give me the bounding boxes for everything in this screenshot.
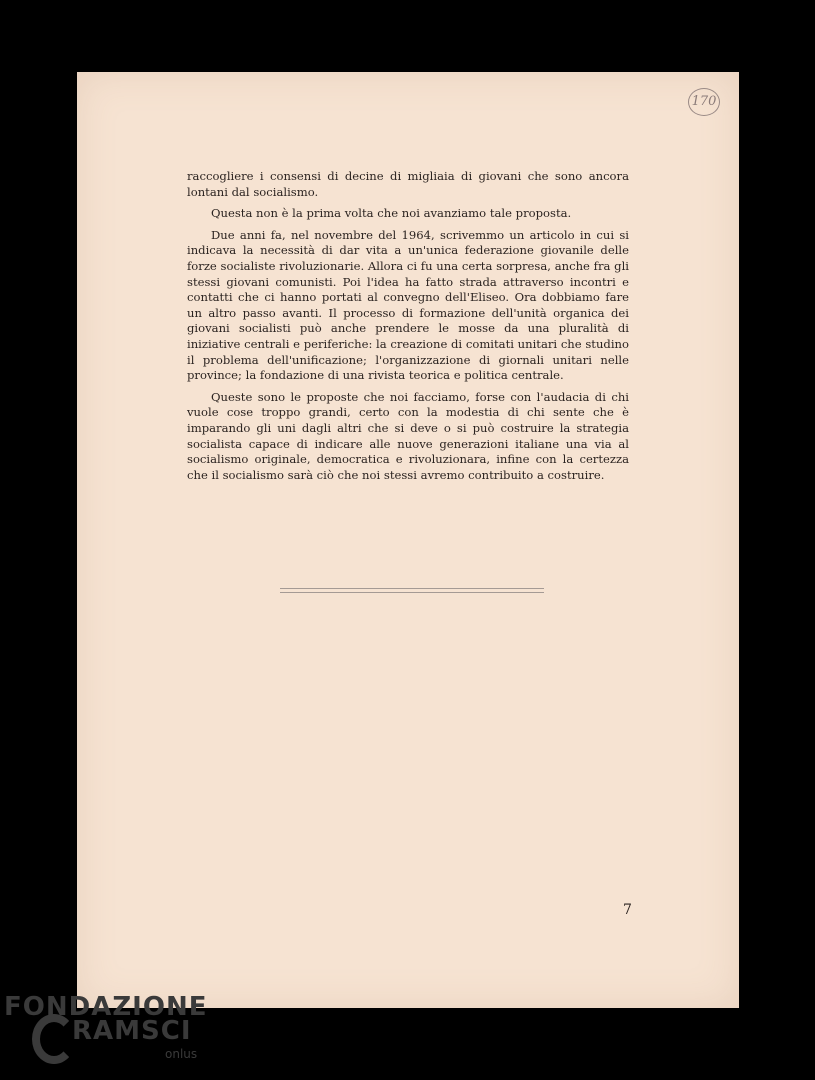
section-separator [280,588,544,593]
logo-text-ramsci: RAMSCI [72,1016,192,1046]
archive-number-stamp: 170 [688,88,720,116]
paragraph-4: Queste sono le proposte che noi facciamo, forse con l'audacia di chi vuole cose troppo grandi, certo con la modestia di chi sente che è imparando gli uni dagli altri che si deve o si può costruire la strategia socialista capace di indicare alle nuove generazioni italiane una via al socialismo originale, democratica e rivoluzionara, infine con la certezza che il socialismo sarà ciò che noi stessi avremo contribuito a costruire. [187,389,629,482]
logo-text-onlus: onlus [165,1047,198,1061]
paragraph-3: Due anni fa, nel novembre del 1964, scrivemmo un articolo in cui si indicava la necessità di dar vita a un'unica federazione giovanile delle forze socialiste rivoluzionarie. Allora ci fu una certa sorpresa, anche fra gli stessi giovani comunisti. Poi l'idea ha fatto strada attraverso incontri e contatti che ci hanno portati al convegno dell'Eliseo. Ora dobbiamo fare un altro passo avanti. Il processo di formazione dell'unità organica dei giovani socialisti può anche prendere le mosse da una pluralità di iniziative centrali e periferiche: la creazione di comitati unitari che studino il problema dell'unificazione; l'organizzazione di giornali unitari nelle province; la fondazione di una rivista teorica e politica centrale. [187,227,629,383]
document-body [187,169,629,489]
logo-text-fondazione: FONDAZIONE [4,992,208,1022]
paragraph-2: Questa non è la prima volta che noi avanziamo tale proposta. [211,206,572,221]
paragraph-1: raccogliere i consensi di decine di migliaia di giovani che sono ancora lontani dal socialismo. [187,169,629,199]
page-number: 7 [623,902,632,918]
fondazione-gramsci-logo [2,992,208,1072]
logo-g-icon [32,1014,76,1064]
